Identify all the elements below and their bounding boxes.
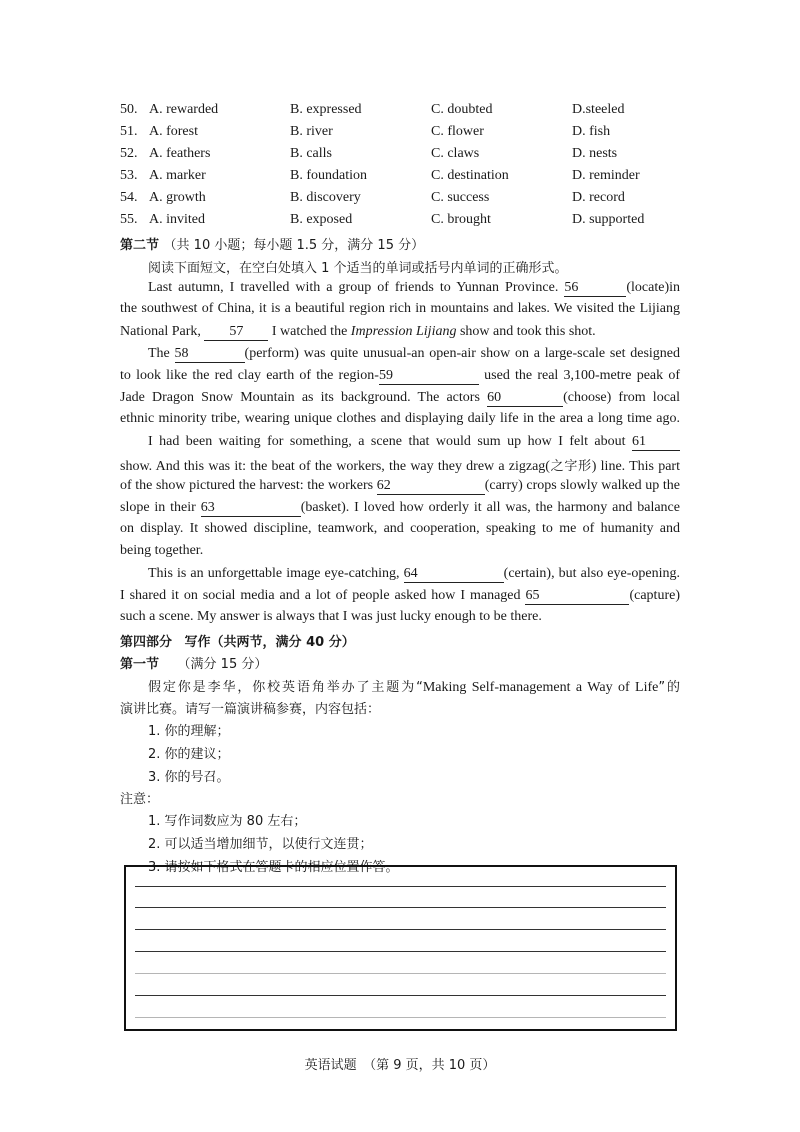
option-b: B. river [290,124,333,139]
answer-line [135,951,666,952]
question-number: 55. [120,212,138,227]
part4-heading [120,631,355,650]
passage-line [120,587,680,609]
passage-text: to look like the red clay earth of the region- [120,368,379,383]
option-a: A. invited [149,212,205,227]
content-item: 3. 你的号召。 [148,770,230,785]
passage-text: (capture) [629,588,680,603]
passage-text: (certain), but also eye-opening. [503,566,681,581]
passage-text: (perform) was quite unusual-an open-air show on a large-scale set designed [244,346,680,361]
blank-58: 58 [175,345,245,363]
option-d: D. reminder [572,168,640,183]
passage-line: ethnic minority tribe, wearing unique clothes and displaying daily life in the area a long time ago. [120,411,680,426]
passage-line [120,477,680,499]
page-footer: 英语试题 （第 9 页，共 10 页） [304,1058,496,1073]
passage-text: show and took this shot. [459,324,596,339]
blank-63: 63 [201,499,301,517]
option-c: C. brought [431,212,491,227]
blank-57: 57 [204,323,268,341]
answer-line [135,1017,666,1018]
writing-prompt [148,676,680,698]
option-row [0,212,800,234]
option-d: D. fish [572,124,611,139]
answer-line [135,886,666,887]
section2-heading [120,234,424,253]
passage-text: show. And this was it: the beat of the workers, the way they drew a zigzag( [120,459,550,474]
option-d: D. nests [572,146,618,161]
prompt-text: 假定你是李华，你校英语角举办了主题为“ [148,680,423,695]
passage-text: Last autumn, I travelled with a group of friends to Yunnan Province. [148,280,559,295]
passage-text: (choose) from local [563,390,681,405]
speech-theme: Making Self-management a Way of Life [422,680,659,695]
note-item: 2. 可以适当增加细节，以使行文连贯； [148,837,373,852]
answer-line [135,907,666,908]
passage-line [120,455,680,477]
option-a: A. rewarded [149,102,219,117]
passage-line: on display. It showed discipline, teamwork, and cooperation, speaking to me of humanity and [120,521,680,536]
note-item: 1. 写作词数应为 80 左右； [148,814,307,829]
option-a: A. growth [149,190,206,205]
question-number: 52. [120,146,138,161]
passage-text: The [148,346,170,361]
passage-line [120,323,680,345]
passage-text: I watched the [271,324,348,339]
part4-subtitle: 写作（共两节，满分 40 分） [184,635,355,650]
option-b: B. expressed [290,102,362,117]
passage-text: used the real 3,100-metre peak of [484,368,680,383]
section2-info: （共 10 小题；每小题 1.5 分，满分 15 分） [163,238,425,253]
blank-61: 61 [632,433,680,451]
note-label: 注意： [120,792,160,807]
option-c: C. destination [431,168,509,183]
passage-line: being together. [120,543,204,558]
passage-text: National Park, [120,324,201,339]
blank-65: 65 [525,587,629,605]
option-row [0,102,800,124]
option-row [0,124,800,146]
option-d: D.steeled [572,102,625,117]
passage-line [148,279,680,301]
section1-heading [120,653,267,672]
passage-line: the southwest of China, it is a beautiful region rich in mountains and lakes. We visited the Lijiang [120,301,680,316]
writing-prompt: 演讲比赛。请写一篇演讲稿参赛，内容包括： [120,702,381,717]
option-row [0,168,800,190]
option-b: B. exposed [290,212,353,227]
blank-60: 60 [487,389,563,407]
word-hint: (locate)in [626,280,681,295]
passage-line [148,345,680,367]
show-title: Impression Lijiang [350,324,457,339]
passage-text: (basket). I loved how orderly it all was, the harmony and balance [300,500,680,515]
passage-text: of the show pictured the harvest: the workers [120,478,374,493]
passage-text: Jade Dragon Snow Mountain as its background. The actors [120,390,480,405]
prompt-text: ”的 [658,680,680,695]
option-row [0,190,800,212]
passage-line: such a scene. My answer is always that I was just lucky enough to be there. [120,609,542,624]
passage-text: slope in their [120,500,196,515]
option-d: D. record [572,190,625,205]
passage-line [120,367,680,389]
section2-instruction: 阅读下面短文，在空白处填入 1 个适当的单词或括号内单词的正确形式。 [148,261,568,276]
question-number: 50. [120,102,138,117]
answer-line [135,929,666,930]
passage-line [148,433,680,455]
passage-text: This is an unforgettable image eye-catching, [148,566,400,581]
passage-text: I shared it on social media and a lot of people asked how I managed [120,588,521,603]
content-item: 2. 你的建议； [148,747,230,762]
note-item: 3. 请按如下格式在答题卡的相应位置作答。 [148,860,399,875]
section2-title: 第二节 [120,238,160,253]
blank-64: 64 [404,565,504,583]
passage-text: I had been waiting for something, a scene that would sum up how I felt about [148,434,626,449]
option-b: B. calls [290,146,332,161]
question-number: 53. [120,168,138,183]
passage-line [120,499,680,521]
section1-title: 第一节 [120,657,160,672]
passage-text: (carry) crops slowly walked up the [484,478,680,493]
question-number: 51. [120,124,138,139]
cn-gloss: 之字形 [549,459,592,474]
blank-62: 62 [377,477,485,495]
passage-line [120,389,680,411]
option-a: A. feathers [149,146,211,161]
option-c: C. success [431,190,490,205]
answer-line [135,995,666,996]
section1-info: （满分 15 分） [177,657,268,672]
answer-box [124,865,677,1031]
blank-56: 56 [564,279,626,297]
content-item: 1. 你的理解； [148,724,230,739]
option-c: C. flower [431,124,484,139]
option-b: B. discovery [290,190,361,205]
blank-59: 59 [379,367,479,385]
option-a: A. forest [149,124,198,139]
passage-text: ) line. This part [591,459,680,474]
option-a: A. marker [149,168,206,183]
option-b: B. foundation [290,168,367,183]
answer-line [135,973,666,974]
option-c: C. doubted [431,102,493,117]
passage-line [148,565,680,587]
option-c: C. claws [431,146,480,161]
option-d: D. supported [572,212,645,227]
question-number: 54. [120,190,138,205]
part4-title: 第四部分 [120,635,173,650]
option-row [0,146,800,168]
